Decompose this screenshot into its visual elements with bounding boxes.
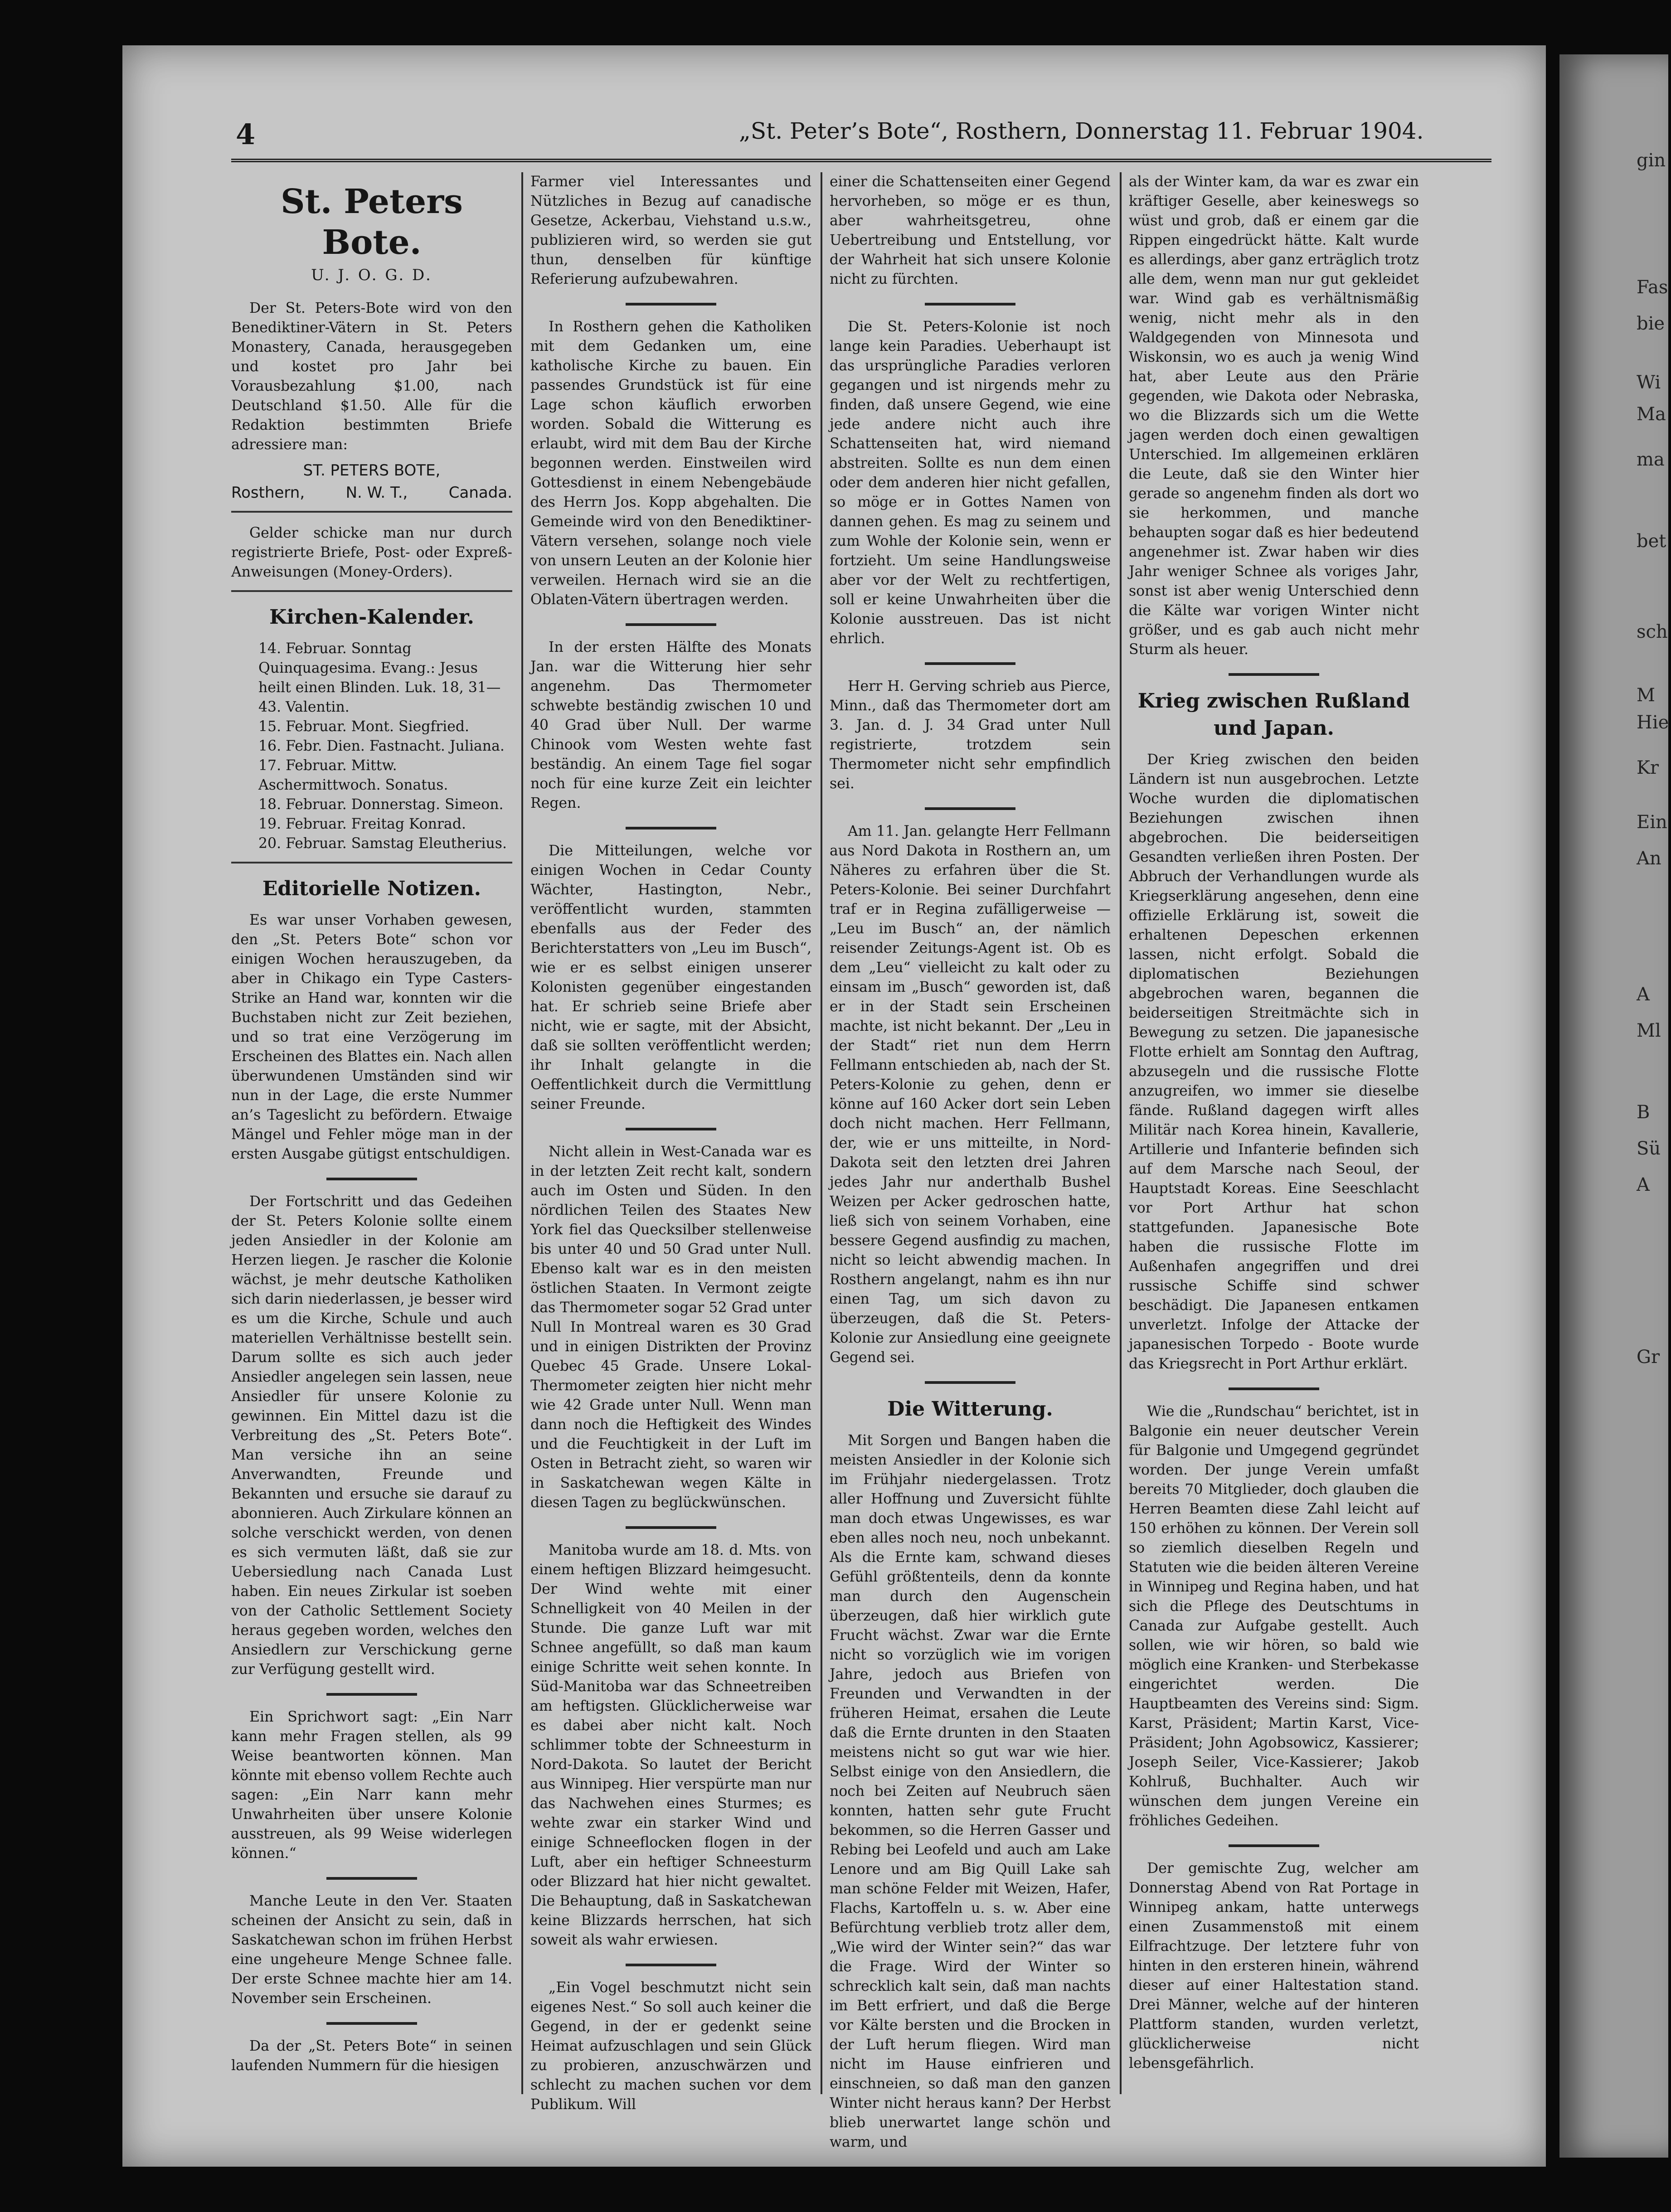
fragment: bie [1637,313,1665,334]
article-paragraph: Nicht allein in West-Canada war es in der letzten Zeit recht kalt, sondern auch im Osten und Süden. In den nördlichen Teilen des Staates New York fiel das Quecksilber stellenweise bis unter 40 und 50 Grad unter Null. Ebenso kalt war es in den meisten östlichen Staaten. In Vermont zeigte das Thermometer sogar 52 Grad unter Null In Montreal waren es 30 Grad und in einigen Distrikten der Provinz Quebec 45 Grade. Unsere Lokal-Thermometer zeigten hier nicht mehr wie 42 Grade unter Null. Wenn man dann noch die Heftigkeit des Windes und die Feuchtigkeit in der Luft im Osten in Betracht zieht, so waren wir in Saskatchewan wegen Kälte in diesen Tagen zu beglückwünschen. [530,1144,811,1511]
fragment: sch [1637,621,1668,642]
calendar-entry: 14. Februar. Sonntag Quinquagesima. Evang.: Jesus heilt einen Blinden. Luk. 18, 31—43. Valentin. [258,640,501,715]
article-paragraph: „Ein Vogel beschmutzt nicht sein eigenes Nest.“ So soll auch keiner die Gegend, in der er gedenkt seine Heimat aufzuschlagen und sein Glück zu probieren, anzuschwärzen und schlecht zu machen suchen vor dem Publikum. Will [530,1979,811,2113]
calendar-entry: 16. Febr. Dien. Fastnacht. Juliana. [258,738,505,754]
divider [925,1381,1015,1384]
fragment: Ein [1637,812,1667,833]
article-paragraph: Es war unser Vorhaben gewesen, den „St. Peters Bote“ schon vor einigen Wochen herauszugeben, da aber in Chikago ein Type Casters-Strike an Hand war, konnten wir die Buchstaben nicht zur Zeit beziehen, und so trat eine Verzögerung im Erscheinen des Blattes ein. Nach allen überwundenen Umständen sind wir nun in der Lage, die erste Nummer an’s Tageslicht zu befördern. Etwaige Mängel und Fehler möge man in der ersten Ausgabe gütigst entschuldigen. [231,912,512,1162]
article-paragraph: Der Krieg zwischen den beiden Ländern ist nun ausgebrochen. Letzte Woche wurden die diplomatischen Beziehungen zwischen ihnen abgebrochen. Die beiderseitigen Gesandten verließen ihren Posten. Der Abbruch der Verhandlungen wurde als Kriegserklärung angesehen, denn eine offizielle Erklärung ist, soweit die erhaltenen Depeschen erkennen lassen, nicht erfolgt. Sobald die diplomatischen Beziehungen abgebrochen waren, begannen die beiderseitigen Streitmächte sich in Bewegung zu setzen. Die japanesische Flotte erhielt am Sonntag den Auftrag, abzusegeln und die russische Flotte anzugreifen, wo immer sie dieselbe fände. Rußland dagegen wirft alles Militär nach Korea hinein, Kavallerie, Artillerie und Infanterie befinden sich auf dem Marsche nach Seoul, der Hauptstadt Koreas. Eine Seeschlacht vor Port Arthur hat schon stattgefunden. Japanesische Bote haben die russische Flotte im Außenhafen angegriffen und drei russische Schiffe sind schwer beschädigt. Die Japanesen entkamen unverletzt. Infolge der Attacke der japanesischen Torpedo - Boote wurde das Kriegsrecht in Port Arthur erklärt. [1129,752,1419,1372]
fragment: M [1637,685,1655,706]
war-heading: Krieg zwischen Rußland und Japan. [1137,689,1410,740]
fragment: Ml [1637,1020,1661,1041]
fragment: A [1637,984,1650,1005]
fragment: ma [1637,449,1665,470]
fragment: Fas [1637,277,1668,298]
column-1 [231,172,512,2094]
divider [925,807,1015,810]
article-paragraph: Farmer viel Interessantes und Nützliches in Bezug auf canadische Gesetze, Ackerbau, Viehstand u.s.w., publizieren wird, so werden sie gut thun, denselben für künftige Referierung aufzubewahren. [530,174,811,287]
article-paragraph: Der Fortschritt und das Gedeihen der St. Peters Kolonie sollte einem jeden Ansiedler in der Kolonie am Herzen liegen. Je rascher die Kolonie wächst, je mehr deutsche Katholiken sich darin niederlassen, je besser wird es um die Kirche, Schule und auch materiellen Verhältnisse bestellt sein. Darum sollte es sich auch jeder Ansiedler angelegen sein lassen, neue Ansiedler für unsere Kolonie zu gewinnen. Ein Mittel dazu ist die Verbreitung des „St. Peters Bote“. Man versiche ihn an seine Anverwandten, Freunde und Bekannten und ersuche sie darauf zu abonnieren. Auch Zirkulare können an solche verschickt werden, von denen es sich vermuten läßt, daß sie zur Uebersiedlung nach Canada Lust haben. Ein neues Zirkular ist soeben von der Catholic Settlement Society heraus gegeben worden, welches den Ansiedlern zur Verschickung gerne zur Verfügung gestellt wird. [231,1193,512,1678]
divider [626,827,716,830]
divider [326,1693,417,1696]
divider [231,590,512,592]
running-title: „St. Peter’s Bote“, Rosthern, Donnerstag 11. Februar 1904. [739,118,1424,144]
divider [626,303,716,306]
article-paragraph: Am 11. Jan. gelangte Herr Fellmann aus Nord Dakota in Rosthern an, um Näheres zu erfahren über die St. Peters-Kolonie. Bei seiner Durchfahrt traf er in Regina zufälligerweise — „Leu im Busch“ an, der nämlich reisender Zeitungs-Agent ist. Ob es dem „Leu“ vielleicht zu kalt oder zu einsam im „Busch“ geworden ist, daß er in der Stadt sein Erscheinen machte, ist nicht bekannt. Der „Leu in der Stadt“ riet nun dem Herrn Fellmann entschieden ab, nach der St. Peters-Kolonie zu gehen, denn er könne auf 160 Acker dort sein Leben doch nicht machen. Herr Fellmann, der, wie er uns mitteilte, in Nord-Dakota seit den letzten drei Jahren jedes Jahr nur anderthalb Bushel Weizen per Acker gedroschen hatte, ließ sich von seinem Vorhaben, eine bessere Gegend ausfindig zu machen, nicht so leicht abwendig machen. In Rosthern angelangt, nahm es ihn nur einen Tag, um sich davon zu überzeugen, daß die St. Peters-Kolonie zur Ansiedlung eine geeignete Gegend sei. [830,823,1111,1366]
divider [626,1964,716,1966]
fragment: Wi [1637,372,1661,393]
address-city: Rosthern, [231,484,305,502]
editorial-heading: Editorielle Notizen. [262,877,481,900]
divider [925,662,1015,665]
column-2 [530,172,811,2113]
divider [326,2022,417,2025]
article-paragraph: Mit Sorgen und Bangen haben die meisten Ansiedler in der Kolonie sich im Frühjahr niedergelassen. Trotz aller Hoffnung und Zuversicht fühlte man doch etwas Ungewisses, es war eben alles noch neu, noch unbekannt. Als die Ernte kam, schwand dieses Gefühl größtenteils, denn da konnte man durch den Augenschein überzeugen, daß hier wirklich gute Frucht wächst. Zwar war die Ernte nicht so vorzüglich wie im vorigen Jahre, jedoch aus Briefen von Freunden und Verwandten in der früheren Heimat, ersahen die Leute daß die Ernte drunten in den Staaten meistens nicht so gut war wie hier. Selbst einige von den Ansiedlern, die noch bei Zeiten auf Neubruch säen konnten, hatten sehr gute Frucht bekommen, so die Herren Gasser und Rebing bei Leofeld und auch am Lake Lenore und am Big Quill Lake sah man schöne Felder mit Weizen, Hafer, Flachs, Kartoffeln u. s. w. Aber eine Befürchtung verblieb trotz aller dem, „Wie wird der Winter sein?“ das war die Frage. Wird der Winter so schrecklich kalt sein, daß man nachts im Bett erfriert, und daß die Berge vor Kälte bersten und die Brocken in der Luft herum fliegen. Wird man nicht im Hause einfrieren und einschneien, so daß man den ganzen Winter nicht heraus kann? Der Herbst blieb unerwartet lange schön und warm, und [830,1432,1111,2150]
column-rule [1120,172,1122,2094]
adjacent-page-edge [1559,54,1668,2158]
divider [626,623,716,626]
article-paragraph: Die St. Peters-Kolonie ist noch lange kein Paradies. Ueberhaupt ist das ursprüngliche Paradies verloren gegangen und ist nirgends mehr zu finden, daß unsere Gegend, wie eine jede andere nicht auch ihre Schattenseiten hat, wird niemand abstreiten. Sollte es nun dem einen oder dem anderen hier nicht gefallen, so möge er in Gottes Namen von dannen gehen. Es mag zu seinem und zum Wohle der Kolonie sein, wenn er fortzieht. Um seine Handlungsweise aber vor der Welt zu rechtfertigen, soll er keine Unwahrheiten über die Kolonie ausstreuen. Das ist nicht ehrlich. [830,319,1111,647]
column-rule [821,172,822,2094]
divider [626,1128,716,1130]
article-paragraph: Ein Sprichwort sagt: „Ein Narr kann mehr Fragen stellen, als 99 Weise beantworten können. Man könnte mit ebenso vollem Rechte auch sagen: „Ein Narr kann mehr Unwahrheiten über unsere Kolonie ausstreuen, als 99 Weise widerlegen können.“ [231,1709,512,1862]
divider [231,862,512,863]
fragment: An [1637,848,1661,869]
column-rule [521,172,523,2094]
divider [1229,673,1319,676]
address-region: N. W. T., [345,484,408,502]
fragment: Ma [1637,404,1666,425]
divider [1229,1387,1319,1390]
column-3 [830,172,1111,2150]
column-4 [1129,172,1419,2094]
article-paragraph: als der Winter kam, da war es zwar ein kräftiger Geselle, aber keineswegs so wüst und grob, daß er einem gar die Rippen eingedrückt hätte. Kalt wurde es allerdings, aber ganz erträglich trotz alle dem, wenn man nur gut gekleidet war. Wind gab es verhältnismäßig wenig, nicht mehr als in den Waldgegenden von Minnesota und Wiskonsin, wo es auch ja wenig Wind hat, aber Leute aus den Prärie gegenden, wie Dakota oder Nebraska, wo die Blizzards sich um die Wette jagen werden doch einen gewaltigen Unterschied. Im allgemeinen erklären die Leute, daß sie den Winter hier gerade so angenehm finden als dort wo sie herkommen, und manche behaupten sogar daß es hier bedeutend angenehmer ist. Zwar haben wir dies Jahr weniger Schnee als voriges Jahr, sonst ist aber wenig Unterschied denn die Kälte war vorigen Winter nicht größer, und es gab auch nicht mehr Sturm als heuer. [1129,174,1419,658]
article-paragraph: In Rosthern gehen die Katholiken mit dem Gedanken um, eine katholische Kirche zu bauen. Ein passendes Grundstück ist für eine Lage schon käuflich erworben worden. Sobald die Witterung es erlaubt, wird mit dem Bau der Kirche begonnen werden. Einstweilen wird Gottesdienst in einem Nebengebäude des Herrn Jos. Kopp abgehalten. Die Gemeinde wird von den Benediktiner-Vätern versehen, solange noch viele von unsern Leuten an der Kolonie hier verweilen. Hernach wird sie an die Oblaten-Vätern übertragen werden. [530,319,811,608]
divider [925,303,1015,306]
fragment: Hie [1637,712,1669,733]
article-paragraph: Manitoba wurde am 18. d. Mts. von einem heftigen Blizzard heimgesucht. Der Wind wehte mit einer Schnelligkeit von 40 Meilen in der Stunde. Die ganze Luft war mit Schnee angefüllt, so daß man kaum einige Schritte weit sehen konnte. In Süd-Manitoba war das Schneetreiben am heftigsten. Glücklicherweise war es dabei aber nicht kalt. Noch schlimmer tobte der Schneesturm in Nord-Dakota. So lautet der Bericht aus Winnipeg. Hier verspürte man nur das Nachwehen eines Sturmes; es wehte zwar ein starker Wind und einige Schneeflocken flogen in der Luft, aber ein heftiger Schneesturm oder Blizzard hat hier nicht gewaltet. Die Behauptung, daß in Saskatchewan keine Blizzards herrschen, hat sich soweit als wahr erwiesen. [530,1542,811,1948]
fragment: gin [1637,150,1666,171]
page-number: 4 [236,118,256,151]
address-name: ST. PETERS BOTE, [303,461,441,480]
masthead-intro: Der St. Peters-Bote wird von den Benediktiner-Vätern in St. Peters Monastery, Canada, herausgegeben und kostet pro Jahr bei Vorausbezahlung $1.00, nach Deutschland $1.50. Alle für die Redaktion bestimmten Briefe adressiere man: [231,300,512,453]
divider [626,1526,716,1529]
article-paragraph: Manche Leute in den Ver. Staaten scheinen der Ansicht zu sein, daß in Saskatchewan schon im frühen Herbst eine ungeheure Menge Schnee falle. Der erste Schnee machte hier am 14. November sein Erscheinen. [231,1893,512,2007]
page-header [231,104,1491,162]
divider [231,511,512,513]
article-paragraph: Herr H. Gerving schrieb aus Pierce, Minn., daß das Thermometer dort am 3. Jan. d. J. 34 Grad unter Null registrierte, trotzdem sein Thermometer nicht sehr empfindlich sei. [830,678,1111,792]
fragment: bet [1637,531,1666,552]
masthead-title: St. Peters Bote. [281,182,463,262]
article-paragraph: Da der „St. Peters Bote“ in seinen laufenden Nummern für die hiesigen [231,2038,512,2074]
money-note: Gelder schicke man nur durch registrierte Briefe, Post- oder Expreß-Anweisungen (Money-Orders). [231,525,512,580]
divider [326,1178,417,1180]
newspaper-page [122,45,1546,2167]
fragment: Sü [1637,1138,1661,1159]
divider [326,1877,417,1880]
fragment: B [1637,1102,1650,1123]
calendar-heading: Kirchen-Kalender. [269,606,474,629]
fragment: Gr [1637,1347,1660,1368]
fragment: A [1637,1174,1650,1195]
weather-heading: Die Witterung. [887,1397,1053,1421]
article-paragraph: Wie die „Rundschau“ berichtet, ist in Balgonie ein neuer deutscher Verein für Balgonie und Umgegend gegründet worden. Der junge Verein umfaßt bereits 70 Mitglieder, doch glauben die Herren Beamten diese Zahl leicht auf 150 erhöhen zu können. Der Verein soll so ziemlich dieselben Regeln und Statuten wie die beiden älteren Vereine in Winnipeg und Regina haben, und hat sich die Pflege des Deutschtums in Canada zur Aufgabe gestellt. Auch sollen, wie wir hören, so bald wie möglich eine Kranken- und Sterbekasse eingerichtet werden. Die Hauptbeamten des Vereins sind: Sigm. Karst, Präsident; Martin Karst, Vice-Präsident; John Agobsowicz, Kassierer; Joseph Seiler, Vice-Kassierer; Jakob Kohlruß, Buchhalter. Auch wir wünschen dem jungen Vereine ein fröhliches Gedeihen. [1129,1403,1419,1829]
calendar-entry: 17. Februar. Mittw. Aschermittwoch. Sonatus. [258,757,448,793]
calendar-entry: 18. Februar. Donnerstag. Simeon. [258,796,504,813]
article-paragraph: einer die Schattenseiten einer Gegend hervorheben, so möge er es thun, aber wahrheitsgetreu, ohne Uebertreibung und Entstellung, vor der Wahrheit hat sich unsere Kolonie nicht zu fürchten. [830,174,1111,287]
address-country: Canada. [448,484,512,502]
article-paragraph: Der gemischte Zug, welcher am Donnerstag Abend von Rat Portage in Winnipeg ankam, hatte unterwegs einen Zusammenstoß mit einem Eilfrachtzuge. Der letztere fuhr von hinten in den ersteren hinein, während dieser auf einer Haltestation stand. Drei Männer, welche auf der hinteren Plattform standen, wurden verletzt, glücklicherweise nicht lebensgefährlich. [1129,1860,1419,2071]
calendar-entry: 20. Februar. Samstag Eleutherius. [258,835,507,852]
divider [1229,1844,1319,1847]
address-line [231,483,512,503]
calendar-entry: 15. Februar. Mont. Siegfried. [258,718,470,735]
article-paragraph: Die Mitteilungen, welche vor einigen Wochen in Cedar County Wächter, Hastington, Nebr., veröffentlicht wurden, stammten ebenfalls aus der Feder des Berichterstatters von „Leu im Busch“, wie er es selbst einigen unserer Kolonisten gegenüber eingestanden hat. Er schrieb seine Briefe aber nicht, wie er sagte, mit der Absicht, daß sie sollten veröffentlicht werden; ihr Inhalt gelangte in die Oeffentlichkeit durch die Vermittlung seiner Freunde. [530,843,811,1112]
article-paragraph: In der ersten Hälfte des Monats Jan. war die Witterung hier sehr angenehm. Das Thermometer schwebte beständig zwischen 10 und 40 Grad über Null. Der warme Chinook vom Westen wehte fast beständig. An einem Tage fiel sogar noch für eine kurze Zeit ein leichter Regen. [530,639,811,811]
calendar-entry: 19. Februar. Freitag Konrad. [258,816,466,832]
masthead-motto: U. J. O. G. D. [311,266,432,284]
fragment: Kr [1637,757,1659,778]
